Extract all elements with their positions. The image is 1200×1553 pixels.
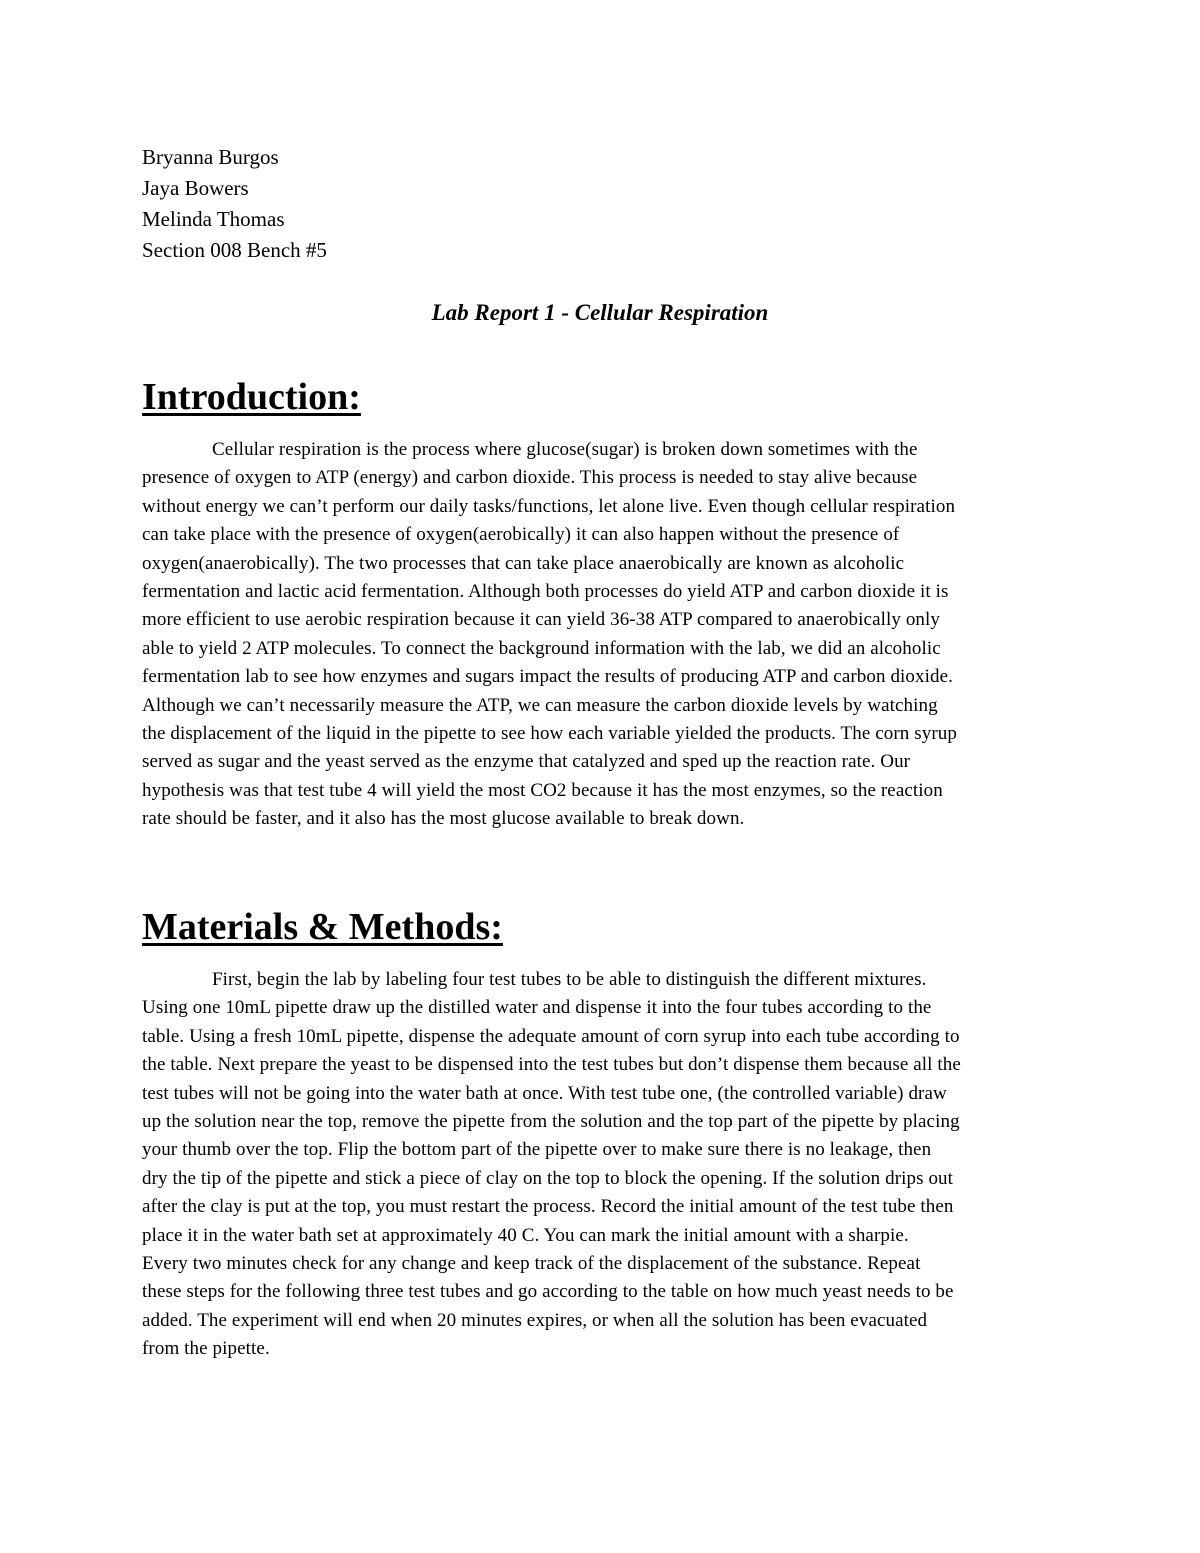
methods-heading: Materials & Methods: [142, 906, 503, 948]
paragraph-line: presence of oxygen to ATP (energy) and carbon dioxide. This process is needed to stay alive because [142, 467, 918, 489]
paragraph-line: table. Using a fresh 10mL pipette, dispense the adequate amount of corn syrup into each tube according to [142, 1025, 960, 1047]
paragraph-line: the displacement of the liquid in the pipette to see how each variable yielded the products. The corn syrup [142, 723, 957, 745]
paragraph-line: oxygen(anaerobically). The two processes that can take place anaerobically are known as alcoholic [142, 552, 905, 574]
paragraph-line: these steps for the following three test tubes and go according to the table on how much yeast needs to be [142, 1281, 954, 1303]
paragraph-line: rate should be faster, and it also has the most glucose available to break down. [142, 808, 745, 830]
introduction-paragraph [142, 436, 1072, 834]
paragraph-line: up the solution near the top, remove the pipette from the solution and the top part of the pipette by placing [142, 1111, 960, 1133]
paragraph-line: from the pipette. [142, 1338, 270, 1360]
paragraph-line: place it in the water bath set at approximately 40 C. You can mark the initial amount with a sharpie. [142, 1224, 909, 1246]
paragraph-line: the table. Next prepare the yeast to be dispensed into the test tubes but don’t dispense them because all the [142, 1054, 961, 1076]
paragraph-line: Every two minutes check for any change and keep track of the displacement of the substance. Repeat [142, 1253, 921, 1275]
paragraph-line: hypothesis was that test tube 4 will yield the most CO2 because it has the most enzymes, so the reaction [142, 779, 943, 801]
paragraph-line: after the clay is put at the top, you must restart the process. Record the initial amount of the test tube then [142, 1196, 954, 1218]
paragraph-line: fermentation and lactic acid fermentation. Although both processes do yield ATP and carbon dioxide it is [142, 581, 949, 603]
paragraph-line: Using one 10mL pipette draw up the distilled water and dispense it into the four tubes according to the [142, 997, 932, 1019]
paragraph-line: Cellular respiration is the process where glucose(sugar) is broken down sometimes with the [212, 439, 918, 460]
paragraph-line: fermentation lab to see how enzymes and sugars impact the results of producing ATP and carbon dioxide. [142, 666, 953, 688]
paragraph-line: more efficient to use aerobic respiration because it can yield 36-38 ATP compared to anaerobically only [142, 609, 940, 631]
introduction-heading: Introduction: [142, 376, 361, 418]
paragraph-line: added. The experiment will end when 20 minutes expires, or when all the solution has been evacuated [142, 1309, 928, 1331]
paragraph-line: your thumb over the top. Flip the bottom part of the pipette over to make sure there is no leakage, then [142, 1139, 932, 1161]
paragraph-line: dry the tip of the pipette and stick a piece of clay on the top to block the opening. If the solution drips out [142, 1167, 954, 1189]
author-name: Melinda Thomas [142, 207, 285, 231]
methods-paragraph [142, 966, 1072, 1364]
paragraph-line: test tubes will not be going into the water bath at once. With test tube one, (the controlled variable) draw [142, 1082, 947, 1104]
document-title: Lab Report 1 - Cellular Respiration [431, 300, 769, 325]
author-block [142, 142, 327, 266]
author-name: Bryanna Burgos [142, 145, 279, 169]
paragraph-line: able to yield 2 ATP molecules. To connect the background information with the lab, we did an alcoholic [142, 637, 941, 659]
paragraph-line: First, begin the lab by labeling four test tubes to be able to distinguish the different mixtures. [212, 969, 927, 990]
paragraph-line: Although we can’t necessarily measure the ATP, we can measure the carbon dioxide levels by watching [142, 694, 938, 716]
paragraph-line: can take place with the presence of oxygen(aerobically) it can also happen without the presence of [142, 524, 900, 546]
paragraph-line: served as sugar and the yeast served as the enzyme that catalyzed and sped up the reaction rate. Our [142, 751, 911, 773]
section-bench-label: Section 008 Bench #5 [142, 238, 327, 262]
paragraph-line: without energy we can’t perform our daily tasks/functions, let alone live. Even though cellular respiration [142, 495, 956, 517]
author-name: Jaya Bowers [142, 176, 249, 200]
